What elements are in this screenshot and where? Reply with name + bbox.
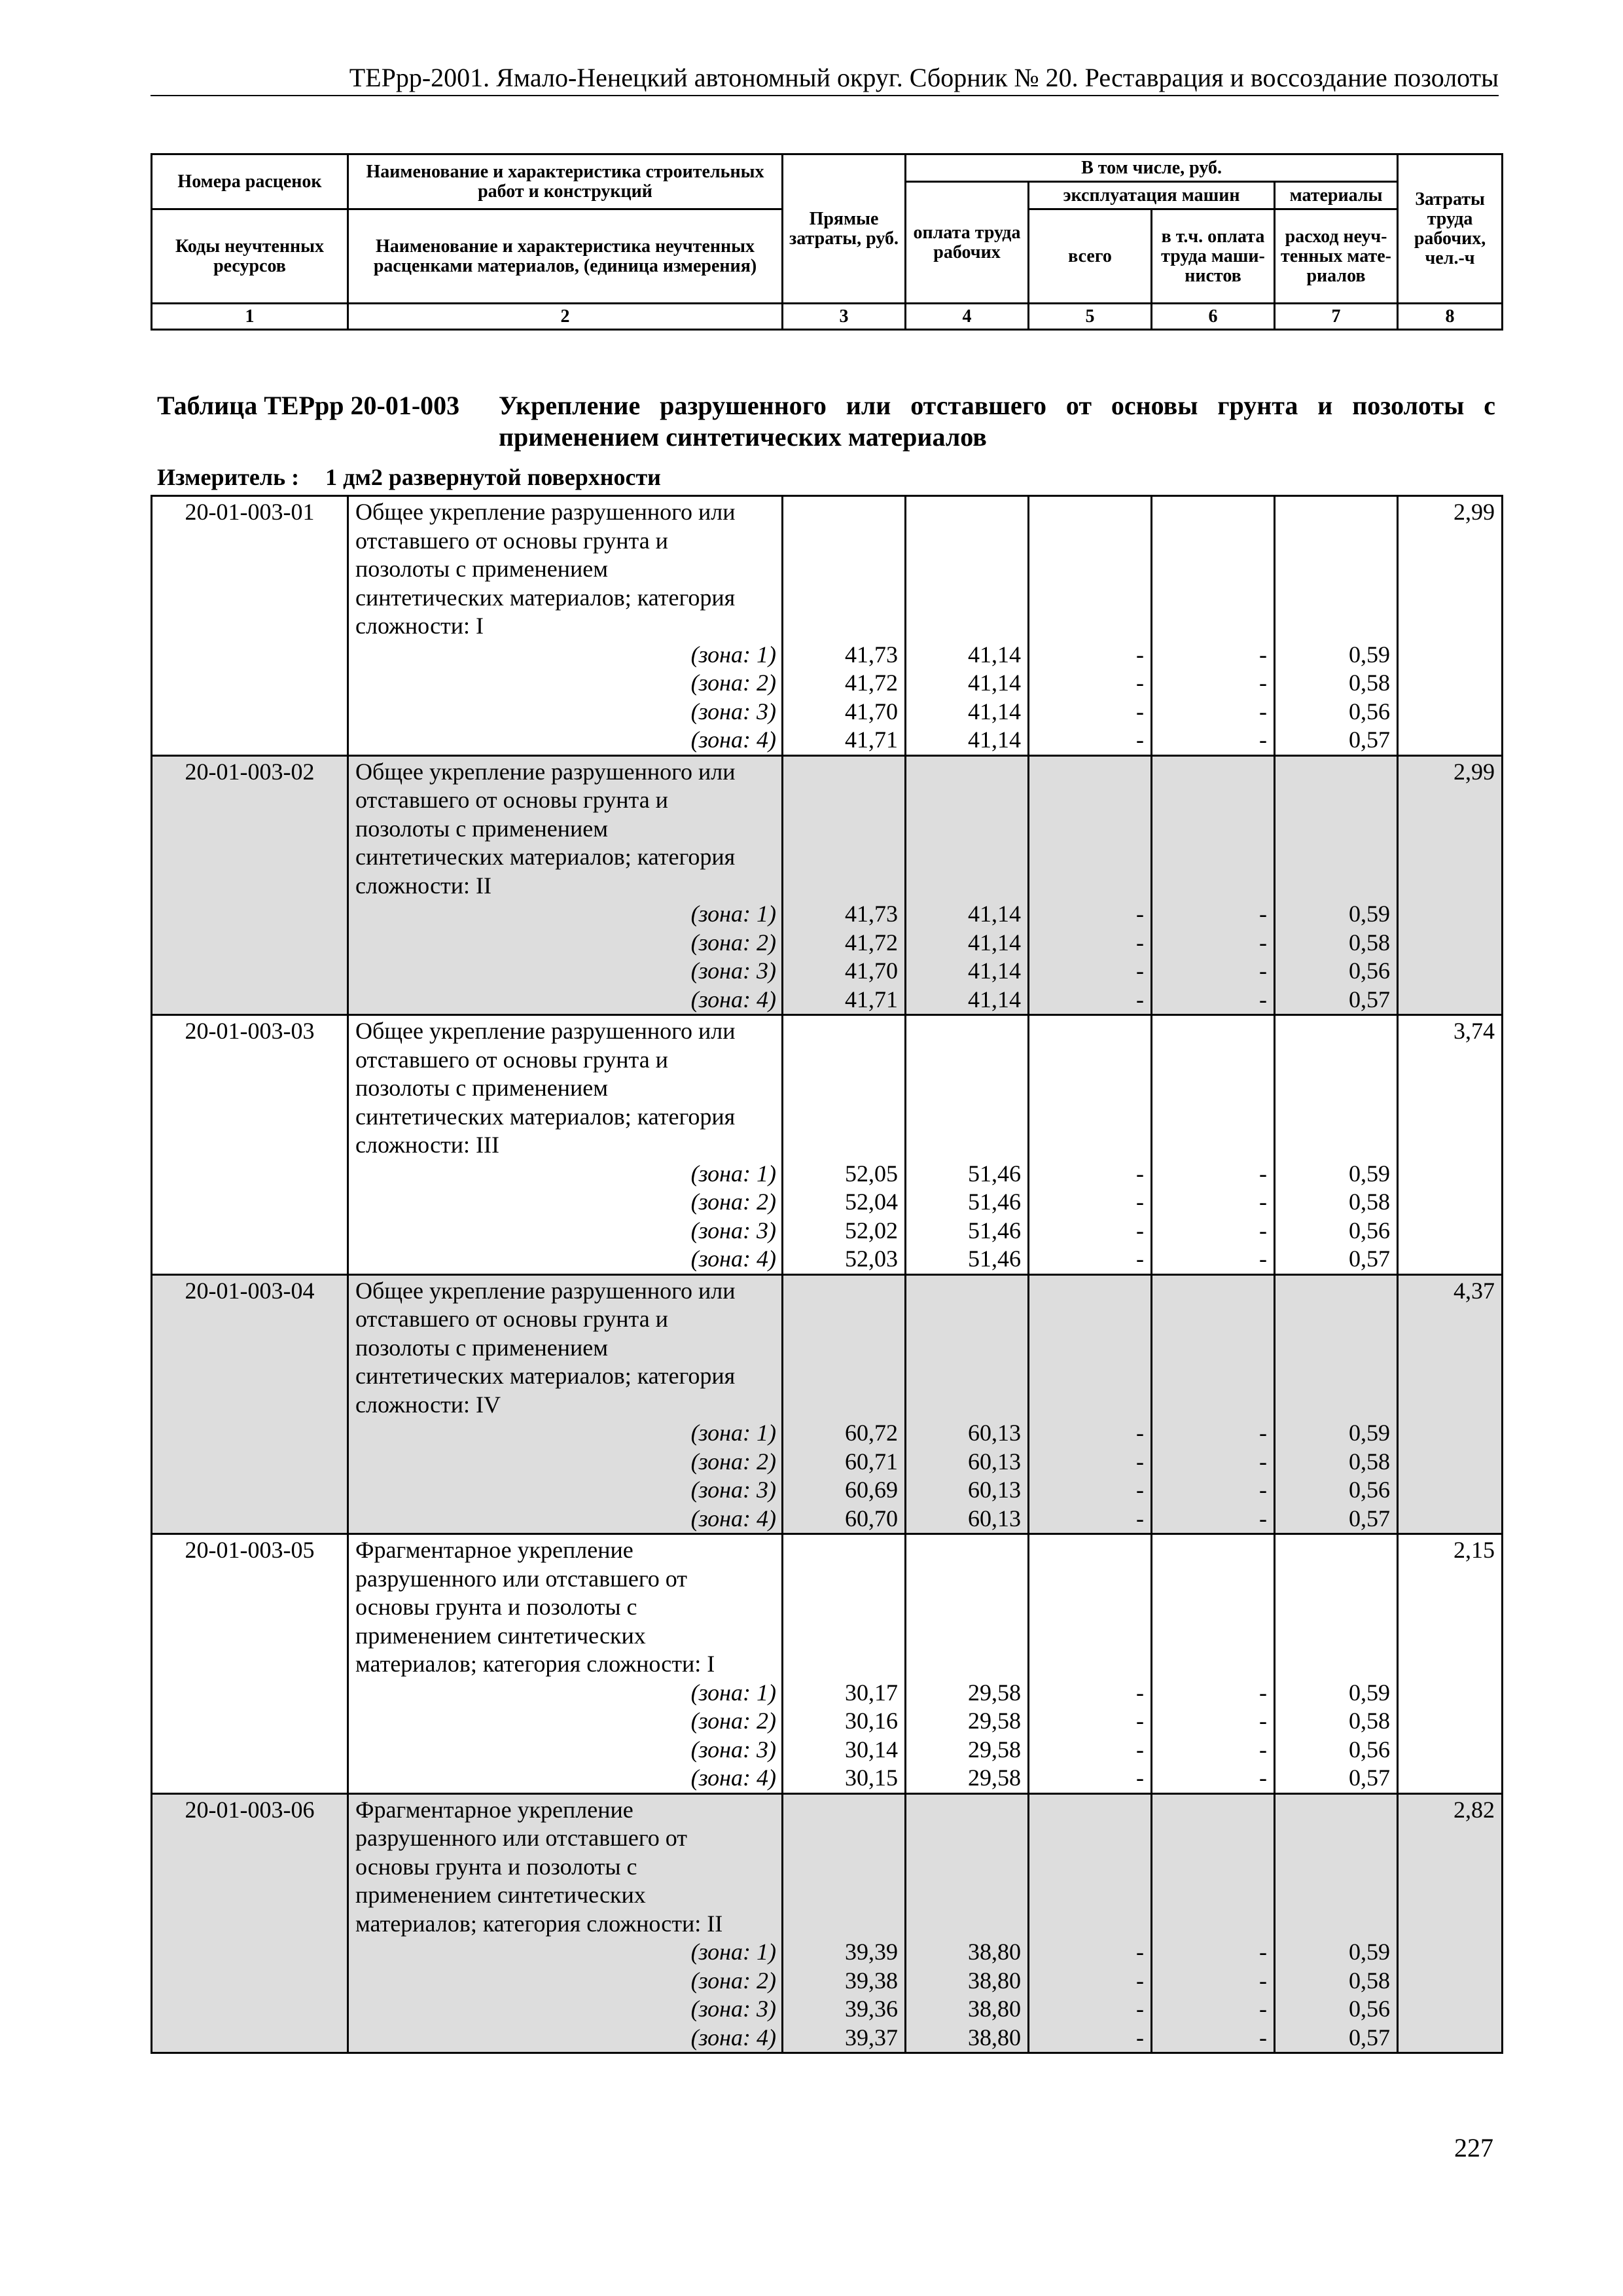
material-use-value: 0,57	[1349, 2024, 1390, 2051]
worker-pay-value: 51,46	[968, 1160, 1021, 1187]
rate-row	[152, 1793, 1503, 2053]
labor-cost-cell	[1398, 755, 1503, 1015]
rate-code: 20-01-003-01	[152, 496, 348, 756]
labor-cost-cell	[1398, 1793, 1503, 2053]
measure-unit-line	[157, 463, 661, 492]
machinist-pay-cell	[1152, 755, 1275, 1015]
description-line: применением синтетических	[355, 1622, 646, 1649]
labor-cost-cell	[1398, 496, 1503, 756]
machinist-pay-value: -	[1259, 2024, 1267, 2051]
worker-pay-value: 41,14	[968, 929, 1021, 956]
description-line: сложности: III	[355, 1132, 500, 1158]
material-use-value: 0,59	[1349, 1420, 1390, 1446]
machinist-pay-value: -	[1259, 1505, 1267, 1532]
worker-pay-value: 60,13	[968, 1505, 1021, 1532]
direct-cost-value: 41,73	[845, 641, 898, 668]
zone-label: (зона: 1)	[690, 1679, 776, 1706]
labor-cost-value: 2,15	[1454, 1537, 1495, 1563]
worker-pay-value: 51,46	[968, 1246, 1021, 1272]
description-line: отставшего от основы грунта и	[355, 527, 668, 554]
description-line: синтетических материалов; категория	[355, 1103, 736, 1130]
worker-pay-value: 41,14	[968, 986, 1021, 1013]
worker-pay-cell	[906, 1274, 1029, 1534]
header-v-tch-oplata: в т.ч. оплата труда маши-нистов	[1152, 209, 1275, 304]
labor-cost-value: 3,74	[1454, 1018, 1495, 1044]
direct-cost-value: 52,02	[845, 1217, 898, 1244]
machinist-pay-value: -	[1259, 1765, 1267, 1791]
material-use-value: 0,56	[1349, 1477, 1390, 1503]
machine-total-cell	[1029, 1274, 1152, 1534]
direct-cost-cell	[783, 496, 906, 756]
worker-pay-cell	[906, 1015, 1029, 1275]
machine-total-value: -	[1136, 1996, 1144, 2022]
machinist-pay-value: -	[1259, 1189, 1267, 1215]
machine-total-value: -	[1136, 641, 1144, 668]
direct-cost-cell	[783, 755, 906, 1015]
machine-total-value: -	[1136, 1420, 1144, 1446]
material-use-value: 0,58	[1349, 1189, 1390, 1215]
machinist-pay-value: -	[1259, 698, 1267, 725]
labor-cost-value: 2,99	[1454, 499, 1495, 525]
direct-cost-value: 41,71	[845, 986, 898, 1013]
machine-total-value: -	[1136, 929, 1144, 956]
worker-pay-value: 29,58	[968, 1765, 1021, 1791]
machine-total-value: -	[1136, 1160, 1144, 1187]
zone-label: (зона: 4)	[690, 986, 776, 1013]
rate-code: 20-01-003-03	[152, 1015, 348, 1275]
material-use-value: 0,57	[1349, 726, 1390, 753]
header-col-number: 5	[1029, 304, 1152, 330]
machinist-pay-cell	[1152, 496, 1275, 756]
material-use-cell	[1275, 1015, 1398, 1275]
machinist-pay-value: -	[1259, 1246, 1267, 1272]
description-line: разрушенного или отставшего от	[355, 1565, 687, 1592]
worker-pay-value: 41,14	[968, 958, 1021, 984]
material-use-value: 0,59	[1349, 901, 1390, 927]
rate-description	[348, 755, 783, 1015]
description-line: синтетических материалов; категория	[355, 844, 736, 870]
machinist-pay-value: -	[1259, 726, 1267, 753]
direct-cost-value: 41,71	[845, 726, 898, 753]
worker-pay-value: 41,14	[968, 901, 1021, 927]
zone-label: (зона: 1)	[690, 1420, 776, 1446]
rate-description	[348, 1534, 783, 1794]
zone-label: (зона: 1)	[690, 641, 776, 668]
labor-cost-cell	[1398, 1534, 1503, 1794]
rate-description	[348, 1015, 783, 1275]
zone-label: (зона: 4)	[690, 1246, 776, 1272]
worker-pay-value: 38,80	[968, 1967, 1021, 1994]
worker-pay-value: 60,13	[968, 1477, 1021, 1503]
worker-pay-value: 41,14	[968, 641, 1021, 668]
zone-label: (зона: 3)	[690, 698, 776, 725]
direct-cost-value: 39,37	[845, 2024, 898, 2051]
description-line: позолоты с применением	[355, 556, 609, 582]
description-line: Фрагментарное укрепление	[355, 1796, 633, 1823]
zone-label: (зона: 2)	[690, 670, 776, 696]
direct-cost-value: 41,72	[845, 929, 898, 956]
description-line: отставшего от основы грунта и	[355, 1306, 668, 1332]
material-use-cell	[1275, 1534, 1398, 1794]
machinist-pay-cell	[1152, 1534, 1275, 1794]
worker-pay-value: 29,58	[968, 1708, 1021, 1734]
material-use-value: 0,56	[1349, 958, 1390, 984]
machinist-pay-value: -	[1259, 1217, 1267, 1244]
zone-label: (зона: 1)	[690, 901, 776, 927]
worker-pay-cell	[906, 1793, 1029, 2053]
zone-label: (зона: 2)	[690, 1967, 776, 1994]
material-use-value: 0,57	[1349, 986, 1390, 1013]
material-use-value: 0,59	[1349, 1160, 1390, 1187]
machine-total-cell	[1029, 1534, 1152, 1794]
rate-row	[152, 496, 1503, 756]
description-line: отставшего от основы грунта и	[355, 1046, 668, 1073]
rates-table	[151, 495, 1503, 2054]
direct-cost-value: 41,70	[845, 698, 898, 725]
worker-pay-cell	[906, 496, 1029, 756]
measure-label: Измеритель :	[157, 464, 300, 490]
zone-label: (зона: 3)	[690, 958, 776, 984]
material-use-value: 0,56	[1349, 1996, 1390, 2022]
worker-pay-value: 51,46	[968, 1189, 1021, 1215]
description-line: разрушенного или отставшего от	[355, 1825, 687, 1851]
header-oplata-truda: оплата труда рабочих	[906, 182, 1029, 304]
machine-total-value: -	[1136, 958, 1144, 984]
header-vsego: всего	[1029, 209, 1152, 304]
worker-pay-value: 29,58	[968, 1679, 1021, 1706]
description-line: основы грунта и позолоты с	[355, 1594, 637, 1620]
description-line: Фрагментарное укрепление	[355, 1537, 633, 1563]
zone-label: (зона: 3)	[690, 1217, 776, 1244]
worker-pay-value: 41,14	[968, 670, 1021, 696]
machine-total-value: -	[1136, 986, 1144, 1013]
material-use-value: 0,57	[1349, 1246, 1390, 1272]
worker-pay-value: 38,80	[968, 2024, 1021, 2051]
zone-label: (зона: 4)	[690, 1505, 776, 1532]
direct-cost-value: 39,38	[845, 1967, 898, 1994]
rate-row	[152, 1274, 1503, 1534]
description-line: сложности: IV	[355, 1391, 501, 1418]
description-line: позолоты с применением	[355, 1334, 609, 1361]
rate-code: 20-01-003-05	[152, 1534, 348, 1794]
table-title-label: Таблица ТЕРрр 20-01-003	[157, 391, 460, 420]
machinist-pay-value: -	[1259, 1160, 1267, 1187]
page-number: 227	[1454, 2133, 1493, 2162]
rate-description	[348, 1793, 783, 2053]
worker-pay-cell	[906, 755, 1029, 1015]
worker-pay-value: 41,14	[968, 698, 1021, 725]
machinist-pay-value: -	[1259, 929, 1267, 956]
description-line: сложности: I	[355, 613, 484, 639]
machine-total-value: -	[1136, 1939, 1144, 1965]
direct-cost-value: 52,04	[845, 1189, 898, 1215]
machinist-pay-value: -	[1259, 958, 1267, 984]
zone-label: (зона: 2)	[690, 1189, 776, 1215]
machine-total-value: -	[1136, 901, 1144, 927]
machinist-pay-value: -	[1259, 1939, 1267, 1965]
worker-pay-value: 60,13	[968, 1448, 1021, 1475]
header-col-number: 3	[783, 304, 906, 330]
description-line: Общее укрепление разрушенного или	[355, 1277, 736, 1304]
direct-cost-value: 41,72	[845, 670, 898, 696]
direct-cost-value: 60,72	[845, 1420, 898, 1446]
machine-total-value: -	[1136, 1217, 1144, 1244]
header-col-number: 7	[1275, 304, 1398, 330]
direct-cost-value: 39,36	[845, 1996, 898, 2022]
direct-cost-value: 41,70	[845, 958, 898, 984]
direct-cost-value: 60,71	[845, 1448, 898, 1475]
machinist-pay-value: -	[1259, 1420, 1267, 1446]
description-line: материалов; категория сложности: II	[355, 1910, 723, 1937]
header-naimenovanie-neuchtennykh: Наименование и характеристика неучтенных расценками материалов, (единица измерения)	[348, 209, 783, 304]
worker-pay-value: 41,14	[968, 726, 1021, 753]
header-raskhod: расход неуч-тенных мате-риалов	[1275, 209, 1398, 304]
worker-pay-value: 38,80	[968, 1939, 1021, 1965]
description-line: сложности: II	[355, 872, 492, 899]
machinist-pay-value: -	[1259, 1967, 1267, 1994]
header-col-number: 8	[1398, 304, 1503, 330]
labor-cost-value: 2,82	[1454, 1796, 1495, 1823]
header-col-number: 1	[152, 304, 348, 330]
worker-pay-cell	[906, 1534, 1029, 1794]
machinist-pay-value: -	[1259, 986, 1267, 1013]
material-use-value: 0,57	[1349, 1765, 1390, 1791]
machine-total-cell	[1029, 1793, 1152, 2053]
direct-cost-value: 41,73	[845, 901, 898, 927]
header-col-number: 2	[348, 304, 783, 330]
material-use-value: 0,58	[1349, 1448, 1390, 1475]
description-line: синтетических материалов; категория	[355, 1363, 736, 1389]
rate-description	[348, 1274, 783, 1534]
material-use-cell	[1275, 1793, 1398, 2053]
machinist-pay-value: -	[1259, 1477, 1267, 1503]
machinist-pay-value: -	[1259, 670, 1267, 696]
direct-cost-cell	[783, 1534, 906, 1794]
machinist-pay-value: -	[1259, 1679, 1267, 1706]
page-header	[151, 62, 1499, 96]
machinist-pay-value: -	[1259, 641, 1267, 668]
description-line: позолоты с применением	[355, 815, 609, 842]
zone-label: (зона: 3)	[690, 1477, 776, 1503]
machine-total-value: -	[1136, 698, 1144, 725]
worker-pay-value: 51,46	[968, 1217, 1021, 1244]
machinist-pay-cell	[1152, 1274, 1275, 1534]
material-use-value: 0,57	[1349, 1505, 1390, 1532]
direct-cost-value: 30,15	[845, 1765, 898, 1791]
zone-label: (зона: 1)	[690, 1939, 776, 1965]
machine-total-value: -	[1136, 1505, 1144, 1532]
rate-row	[152, 1015, 1503, 1275]
machine-total-cell	[1029, 755, 1152, 1015]
material-use-value: 0,58	[1349, 670, 1390, 696]
zone-label: (зона: 4)	[690, 1765, 776, 1791]
machine-total-cell	[1029, 496, 1152, 756]
labor-cost-cell	[1398, 1274, 1503, 1534]
header-col-number: 4	[906, 304, 1029, 330]
material-use-cell	[1275, 1274, 1398, 1534]
direct-cost-value: 30,17	[845, 1679, 898, 1706]
direct-cost-value: 30,16	[845, 1708, 898, 1734]
rate-description	[348, 496, 783, 756]
worker-pay-value: 60,13	[968, 1420, 1021, 1446]
rate-row	[152, 1534, 1503, 1794]
material-use-value: 0,56	[1349, 1217, 1390, 1244]
direct-cost-value: 60,69	[845, 1477, 898, 1503]
description-line: материалов; категория сложности: I	[355, 1651, 715, 1677]
rate-row	[152, 755, 1503, 1015]
machine-total-value: -	[1136, 1708, 1144, 1734]
material-use-value: 0,59	[1349, 1679, 1390, 1706]
machine-total-value: -	[1136, 1189, 1144, 1215]
machinist-pay-value: -	[1259, 1448, 1267, 1475]
page-header-title: ТЕРрр-2001. Ямало-Ненецкий автономный округ. Сборник № 20. Реставрация и воссоздание позолоты	[349, 63, 1499, 92]
description-line: применением синтетических	[355, 1882, 646, 1908]
header-pryamye-zatraty: Прямые затраты, руб.	[783, 154, 906, 304]
machinist-pay-value: -	[1259, 1736, 1267, 1763]
zone-label: (зона: 4)	[690, 726, 776, 753]
worker-pay-value: 29,58	[968, 1736, 1021, 1763]
material-use-value: 0,58	[1349, 929, 1390, 956]
material-use-value: 0,59	[1349, 641, 1390, 668]
material-use-cell	[1275, 496, 1398, 756]
direct-cost-value: 39,39	[845, 1939, 898, 1965]
header-col-number: 6	[1152, 304, 1275, 330]
direct-cost-value: 52,03	[845, 1246, 898, 1272]
header-v-tom-chisle: В том числе, руб.	[906, 154, 1398, 182]
header-zatraty-truda: Затраты труда рабочих, чел.-ч	[1398, 154, 1503, 304]
material-use-value: 0,56	[1349, 1736, 1390, 1763]
zone-label: (зона: 3)	[690, 1996, 776, 2022]
zone-label: (зона: 1)	[690, 1160, 776, 1187]
machine-total-value: -	[1136, 1736, 1144, 1763]
rate-code: 20-01-003-06	[152, 1793, 348, 2053]
header-materialy: материалы	[1275, 182, 1398, 209]
description-line: позолоты с применением	[355, 1075, 609, 1101]
zone-label: (зона: 2)	[690, 1708, 776, 1734]
machine-total-cell	[1029, 1015, 1152, 1275]
machine-total-value: -	[1136, 726, 1144, 753]
material-use-cell	[1275, 755, 1398, 1015]
table-title-text: Укрепление разрушенного или отставшего от основы грунта и позолоты с применением синтетических материалов	[499, 391, 1495, 452]
direct-cost-value: 30,14	[845, 1736, 898, 1763]
zone-label: (зона: 4)	[690, 2024, 776, 2051]
rate-code: 20-01-003-02	[152, 755, 348, 1015]
machine-total-value: -	[1136, 670, 1144, 696]
description-line: отставшего от основы грунта и	[355, 787, 668, 813]
zone-label: (зона: 2)	[690, 1448, 776, 1475]
machine-total-value: -	[1136, 1679, 1144, 1706]
material-use-value: 0,58	[1349, 1708, 1390, 1734]
zone-label: (зона: 3)	[690, 1736, 776, 1763]
material-use-value: 0,59	[1349, 1939, 1390, 1965]
material-use-value: 0,56	[1349, 698, 1390, 725]
description-line: Общее укрепление разрушенного или	[355, 758, 736, 785]
direct-cost-cell	[783, 1274, 906, 1534]
machine-total-value: -	[1136, 1967, 1144, 1994]
description-line: основы грунта и позолоты с	[355, 1853, 637, 1880]
direct-cost-value: 60,70	[845, 1505, 898, 1532]
machinist-pay-value: -	[1259, 1708, 1267, 1734]
machine-total-value: -	[1136, 2024, 1144, 2051]
labor-cost-value: 2,99	[1454, 758, 1495, 785]
measure-value: 1 дм2 развернутой поверхности	[325, 464, 661, 490]
header-kody: Коды неучтенных ресурсов	[152, 209, 348, 304]
labor-cost-value: 4,37	[1454, 1277, 1495, 1304]
labor-cost-cell	[1398, 1015, 1503, 1275]
machine-total-value: -	[1136, 1477, 1144, 1503]
worker-pay-value: 38,80	[968, 1996, 1021, 2022]
zone-label: (зона: 2)	[690, 929, 776, 956]
machine-total-value: -	[1136, 1448, 1144, 1475]
description-line: синтетических материалов; категория	[355, 584, 736, 611]
rate-code: 20-01-003-04	[152, 1274, 348, 1534]
machinist-pay-value: -	[1259, 1996, 1267, 2022]
direct-cost-value: 52,05	[845, 1160, 898, 1187]
machinist-pay-cell	[1152, 1015, 1275, 1275]
column-header-table	[151, 153, 1503, 331]
machine-total-value: -	[1136, 1765, 1144, 1791]
description-line: Общее укрепление разрушенного или	[355, 499, 736, 525]
header-nomera: Номера расценок	[152, 154, 348, 209]
machine-total-value: -	[1136, 1246, 1144, 1272]
direct-cost-cell	[783, 1793, 906, 2053]
material-use-value: 0,58	[1349, 1967, 1390, 1994]
header-naimenovanie: Наименование и характеристика строительных работ и конструкций	[348, 154, 783, 209]
machinist-pay-value: -	[1259, 901, 1267, 927]
header-ekspluatatsiya-mashin: эксплуатация машин	[1029, 182, 1275, 209]
description-line: Общее укрепление разрушенного или	[355, 1018, 736, 1044]
machinist-pay-cell	[1152, 1793, 1275, 2053]
direct-cost-cell	[783, 1015, 906, 1275]
